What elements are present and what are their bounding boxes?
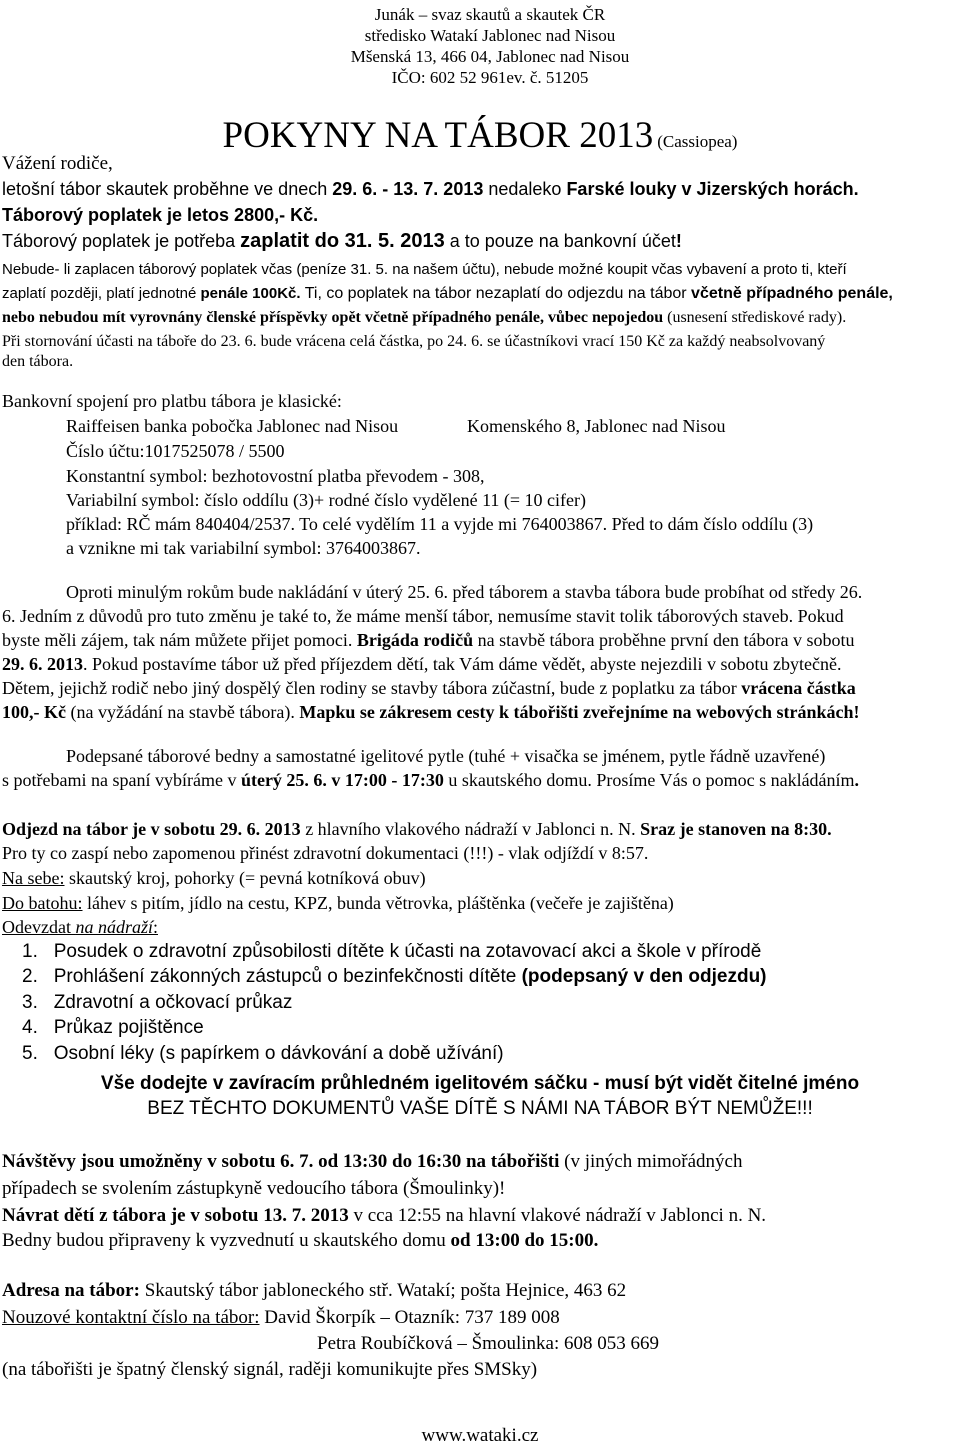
notice-bag: Vše dodejte v zavíracím průhledném igelitovém sáčku - musí být vidět čitelné jméno xyxy=(100,1073,860,1094)
bank-example-2: a vznikne mi tak variabilní symbol: 3764003867. xyxy=(66,538,421,558)
departure-2: Pro ty co zaspí nebo zapomenou přinést zdravotní dokumentaci (!!!) - vlak odjíždí v 8:57. xyxy=(2,843,649,863)
intro-deadline: Táborový poplatek je potřeba zaplatit do 31. 5. 2013 a to pouze na bankovní účet! xyxy=(2,230,682,252)
visits-2: případech se svolením zástupkyně vedoucího tábora (Šmoulinky)! xyxy=(2,1178,506,1199)
header-center: středisko Watakí Jablonec nad Nisou xyxy=(364,26,616,45)
intro-storno-1: Při stornování účasti na táboře do 23. 6. bude vrácena celá částka, po 24. 6. se účastníkovi vrací 150 Kč za každý neabsolvovaný xyxy=(2,333,826,350)
bank-variable-symbol: Variabilní symbol: číslo oddílu (3)+ rodné číslo vydělené 11 (= 10 cifer) xyxy=(66,490,587,510)
wear-line: Na sebe: skautský kroj, pohorky (= pevná kotníková obuv) xyxy=(2,868,426,888)
emergency-phone-2: Petra Roubíčková – Šmoulinka: 608 053 669 xyxy=(317,1333,659,1354)
bank-constant-symbol: Konstantní symbol: bezhotovostní platba převodem - 308, xyxy=(66,466,485,486)
luggage-1: Podepsané táborové bedny a samostatné igelitové pytle (tuhé + visačka se jménem, pytle řádně uzavřené) xyxy=(66,746,826,766)
intro-dates: letošní tábor skautek proběhne ve dnech 29. 6. - 13. 7. 2013 nedaleko Farské louky v Jizerských horách. xyxy=(2,179,859,199)
bank-account: Číslo účtu:1017525078 / 5500 xyxy=(66,441,285,461)
bank-example-1: příklad: RČ mám 840404/2537. To celé vydělím 11 a vyjde mi 764003867. Před to dám číslo oddílu (3) xyxy=(66,514,814,534)
footer-url[interactable]: www.wataki.cz xyxy=(421,1425,539,1446)
bank-heading: Bankovní spojení pro platbu tábora je klasické: xyxy=(2,391,342,411)
doc-item: 3. Zdravotní a očkovací průkaz xyxy=(22,992,293,1013)
boxes-line: Bedny budou připraveny k vyzvednutí u skautského domu od 13:00 do 15:00. xyxy=(2,1230,599,1251)
doc-item: 4. Průkaz pojištěnce xyxy=(22,1017,204,1038)
intro-penalty-2: zaplatí později, platí jednotné penále 100Kč. Ti, co poplatek na tábor nezaplatí do odjezdu na tábor včetně případného penále, xyxy=(2,285,893,302)
loading-3: byste měli zájem, tak nám můžete přijet pomoci. Brigáda rodičů na stavbě tábora proběhne první den tábora v sobotu xyxy=(2,630,855,650)
loading-2: 6. Jedním z důvodů pro tuto změnu je také to, že máme menší tábor, nemusíme stavit tolik táborových staveb. Pokud xyxy=(2,606,844,626)
doc-item: 1. Posudek o zdravotní způsobilosti dítěte k účasti na zotavovací akci a škole v přírodě xyxy=(22,941,762,962)
greeting: Vážení rodiče, xyxy=(2,153,113,174)
title-sub: (Cassiopea) xyxy=(657,132,738,151)
camp-address: Adresa na tábor: Skautský tábor jabloneckého stř. Watakí; pošta Hejnice, 463 62 xyxy=(2,1280,627,1301)
luggage-2: s potřebami na spaní vybíráme v úterý 25. 6. v 17:00 - 17:30 u skautského domu. Prosíme Vás o pomoc s nakládáním. xyxy=(2,770,860,790)
notice-warning: BEZ TĚCHTO DOKUMENTŮ VAŠE DÍTĚ S NÁMI NA TÁBOR BÝT NEMŮŽE!!! xyxy=(147,1098,813,1119)
bank-address: Komenského 8, Jablonec nad Nisou xyxy=(467,416,726,436)
header-org: Junák – svaz skautů a skautek ČR xyxy=(374,5,606,24)
loading-4: 29. 6. 2013. Pokud postavíme tábor už před příjezdem dětí, tak Vám dáme vědět, abyste nejezdili v sobotu zbytečně. xyxy=(2,654,842,674)
intro-fee: Táborový poplatek je letos 2800,- Kč. xyxy=(2,205,319,225)
title-main: POKYNY NA TÁBOR 2013 xyxy=(222,115,654,156)
loading-6: 100,- Kč (na vyžádání na stavbě tábora). Mapku se zákresem cesty k tábořišti zveřejníme na webových stránkách! xyxy=(2,702,860,722)
intro-storno-2: den tábora. xyxy=(2,353,74,370)
intro-penalty-3: nebo nebudou mít vyrovnány členské příspěvky opět včetně případného penále, vůbec nepojedou (usnesení střediskové rady). xyxy=(2,309,847,326)
loading-1: Oproti minulým rokům bude nakládání v úterý 25. 6. před táborem a stavba tábora bude probíhat od středy 26. xyxy=(66,582,863,602)
doc-item: 2. Prohlášení zákonných zástupců o bezinfekčnosti dítěte (podepsaný v den odjezdu) xyxy=(22,966,767,987)
signal-note: (na tábořišti je špatný členský signál, raději komunikujte přes SMSky) xyxy=(2,1359,538,1380)
submit-heading: Odevzdat na nádraží: xyxy=(2,917,158,937)
doc-item: 5. Osobní léky (s papírkem o dávkování a době užívání) xyxy=(22,1043,504,1064)
emergency-phone: Nouzové kontaktní číslo na tábor: David Škorpík – Otazník: 737 189 008 xyxy=(2,1307,560,1328)
page-title xyxy=(0,114,960,157)
bag-line: Do batohu: láhev s pitím, jídlo na cestu, KPZ, bunda větrovka, pláštěnka (večeře je zajištěna) xyxy=(2,893,674,913)
return-line: Návrat dětí z tábora je v sobotu 13. 7. 2013 v cca 12:55 na hlavní vlakové nádraží v Jablonci n. N. xyxy=(2,1205,767,1226)
departure-1: Odjezd na tábor je v sobotu 29. 6. 2013 z hlavního vlakového nádraží v Jablonci n. N. Sraz je stanoven na 8:30. xyxy=(2,819,832,839)
header-ico: IČO: 602 52 961ev. č. 51205 xyxy=(391,68,589,87)
intro-penalty-1: Nebude- li zaplacen táborový poplatek včas (peníze 31. 5. na našem účtu), nebude možné koupit včas vybavení a proto ti, kteří xyxy=(2,261,847,278)
loading-5: Dětem, jejichž rodič nebo jiný dospělý člen rodiny se stavby tábora zúčastní, bude z poplatku za tábor vrácena částka xyxy=(2,678,856,698)
header-address: Mšenská 13, 466 04, Jablonec nad Nisou xyxy=(350,47,630,66)
visits-1: Návštěvy jsou umožněny v sobotu 6. 7. od 13:30 do 16:30 na tábořišti (v jiných mimořádných xyxy=(2,1151,743,1172)
bank-name: Raiffeisen banka pobočka Jablonec nad Nisou xyxy=(66,416,399,436)
